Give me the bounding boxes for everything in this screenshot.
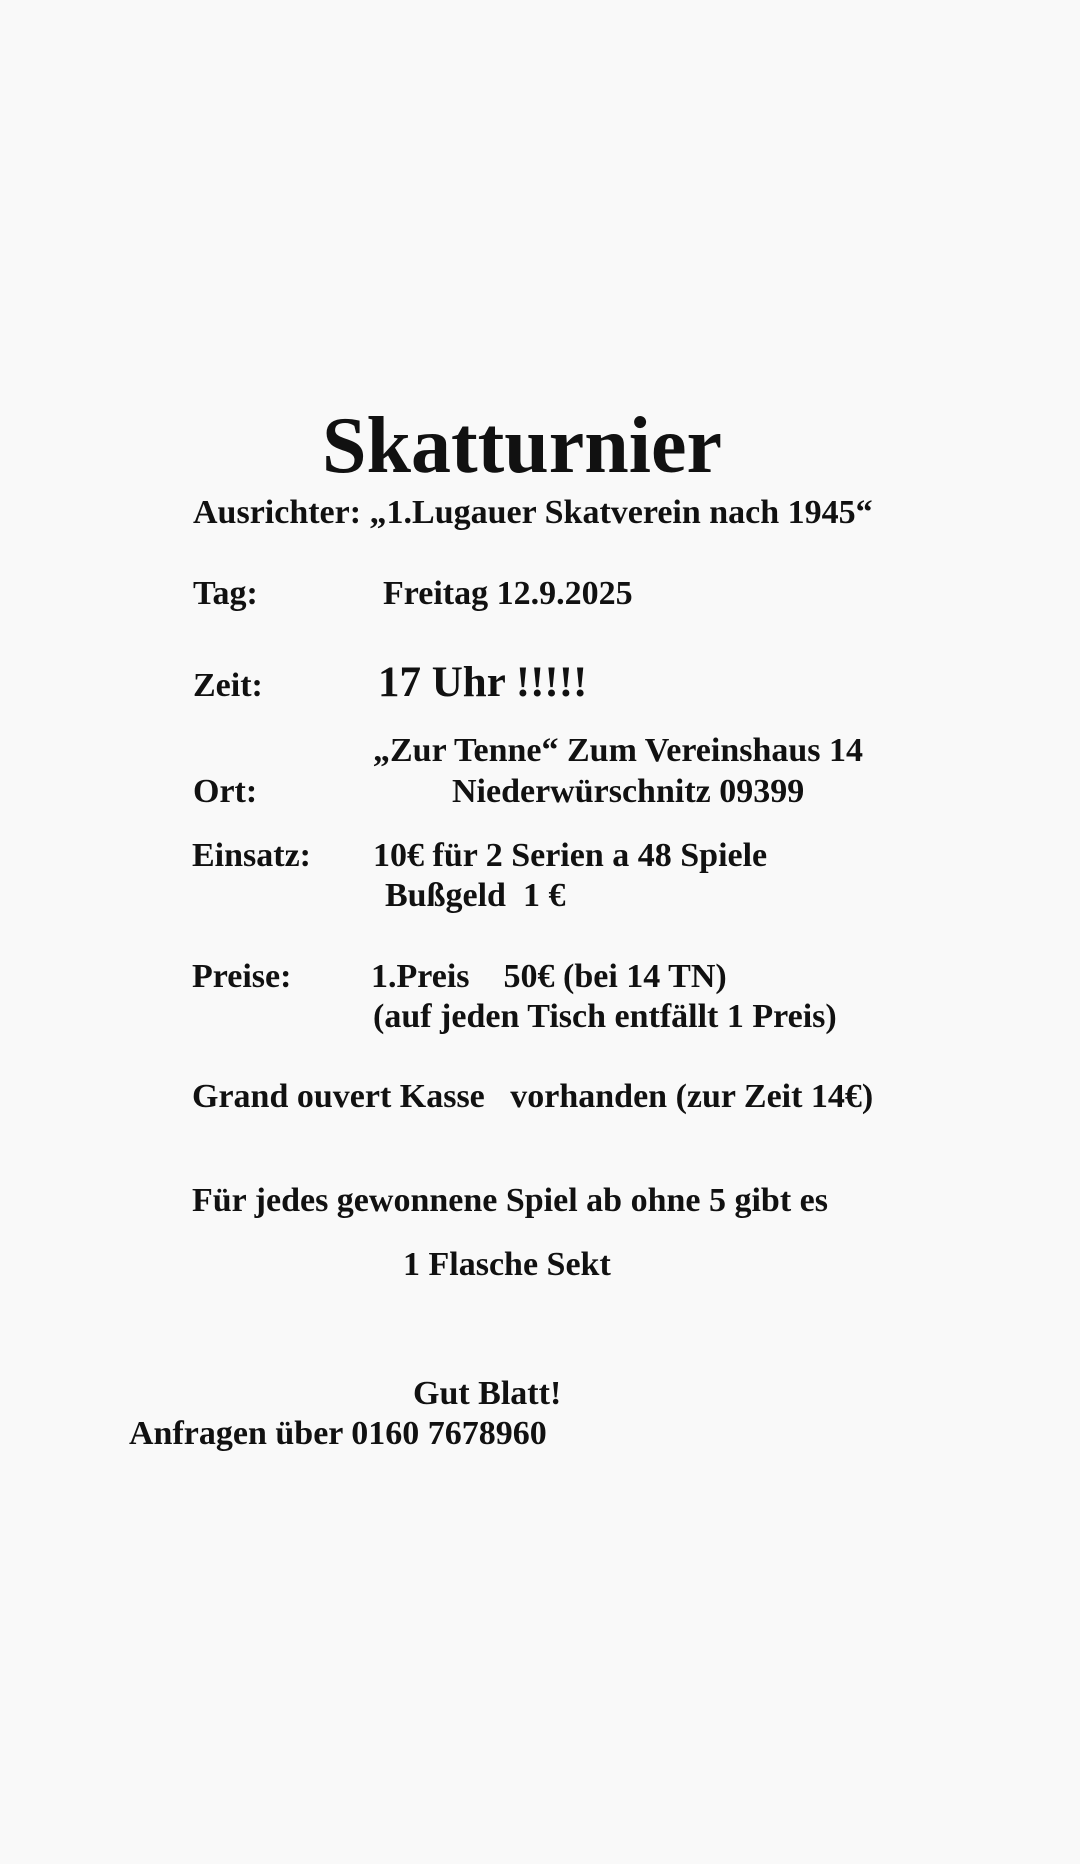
day-value: Freitag 12.9.2025 bbox=[383, 575, 633, 612]
prizes-line-2: (auf jeden Tisch entfällt 1 Preis) bbox=[373, 998, 837, 1035]
prizes-label: Preise: bbox=[192, 958, 292, 995]
grand-ouvert-line: Grand ouvert Kasse vorhanden (zur Zeit 14€) bbox=[192, 1078, 874, 1115]
bonus-line-2: 1 Flasche Sekt bbox=[403, 1246, 611, 1283]
stake-label: Einsatz: bbox=[192, 837, 311, 874]
time-value: 17 Uhr !!!!! bbox=[378, 659, 588, 706]
time-label: Zeit: bbox=[193, 667, 263, 704]
bonus-line-1: Für jedes gewonnene Spiel ab ohne 5 gibt es bbox=[192, 1182, 828, 1219]
day-label: Tag: bbox=[193, 575, 258, 612]
place-label: Ort: bbox=[193, 773, 258, 810]
stake-line-2: Bußgeld 1 € bbox=[385, 877, 566, 914]
greeting: Gut Blatt! bbox=[413, 1375, 562, 1412]
prizes-line-1: 1.Preis 50€ (bei 14 TN) bbox=[371, 958, 727, 995]
stake-line-1: 10€ für 2 Serien a 48 Spiele bbox=[373, 837, 768, 874]
place-line-2: Niederwürschnitz 09399 bbox=[452, 773, 805, 810]
page-title: Skatturnier bbox=[322, 402, 722, 490]
contact-line: Anfragen über 0160 7678960 bbox=[129, 1415, 547, 1452]
place-line-1: „Zur Tenne“ Zum Vereinshaus 14 bbox=[373, 732, 864, 769]
organizer-line: Ausrichter: „1.Lugauer Skatverein nach 1945“ bbox=[193, 494, 873, 531]
